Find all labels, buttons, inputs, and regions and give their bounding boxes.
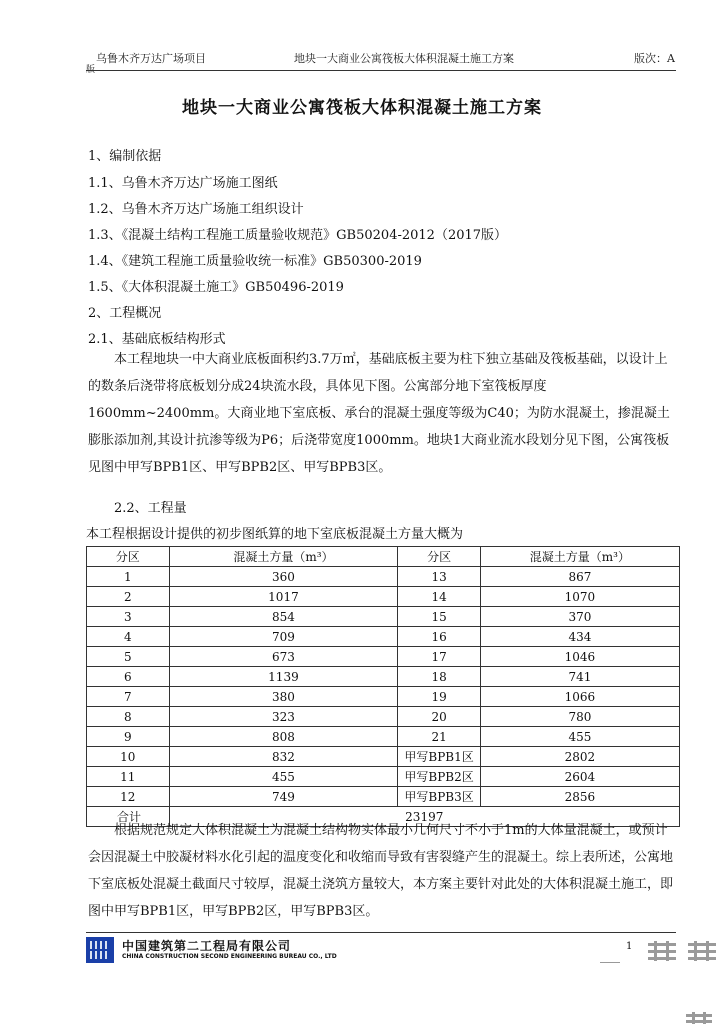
table-cell: 12	[87, 787, 170, 807]
table-cell: 5	[87, 647, 170, 667]
company-name-cn: 中国建筑第二工程局有限公司	[122, 939, 292, 953]
header-doc-title: 地块一大商业公寓筏板大体积混凝土施工方案	[294, 52, 514, 65]
table-cell: 434	[480, 627, 679, 647]
document-title: 地块一大商业公寓筏板大体积混凝土施工方案	[182, 98, 542, 118]
table-cell: 8	[87, 707, 170, 727]
table-row	[87, 707, 680, 727]
table-cell: 455	[480, 727, 679, 747]
table-total-value: 23197	[169, 807, 679, 827]
subsection-heading: 2.2、工程量	[114, 501, 187, 516]
section-heading: 2、工程概况	[88, 306, 162, 321]
table-cell: 甲写BPB2区	[398, 767, 480, 787]
footer-rule	[86, 932, 676, 933]
paragraph	[88, 346, 678, 481]
table-cell: 867	[480, 567, 679, 587]
table-cell: 9	[87, 727, 170, 747]
paragraph-text: 根据规范规定大体积混凝土为混凝土结构物实体最小几何尺寸不小于1m的大体量混凝土，或预计会因混凝土中胶凝材料水化引起的温度变化和收缩而导致有害裂缝产生的混凝土。综上表所述，公寓地下室底板处混凝土截面尺寸较厚，混凝土浇筑方量较大，本方案主要针对此处的大体积混凝土施工，即图中甲写BPB1区，甲写BPB2区，甲写BPB3区。	[88, 823, 674, 919]
table-cell: 741	[480, 667, 679, 687]
table-header-cell: 混凝土方量（m³）	[169, 547, 398, 567]
table-cell: 2802	[480, 747, 679, 767]
table-row	[87, 587, 680, 607]
table-cell: 甲写BPB3区	[398, 787, 480, 807]
table-row	[87, 647, 680, 667]
table-cell: 1	[87, 567, 170, 587]
table-cell: 3	[87, 607, 170, 627]
table-cell: 854	[169, 607, 398, 627]
table-cell: 21	[398, 727, 480, 747]
table-cell: 370	[480, 607, 679, 627]
table-cell: 16	[398, 627, 480, 647]
table-cell: 1046	[480, 647, 679, 667]
table-cell: 17	[398, 647, 480, 667]
table-cell: 380	[169, 687, 398, 707]
table-row	[87, 607, 680, 627]
paragraph: 本工程根据设计提供的初步图纸算的地下室底板混凝土方量大概为	[86, 527, 464, 542]
decorative-pattern	[684, 1010, 714, 1024]
page-number: 1	[626, 941, 633, 952]
table-cell: 360	[169, 567, 398, 587]
list-item: 1.2、乌鲁木齐万达广场施工组织设计	[88, 202, 304, 217]
table-cell: 673	[169, 647, 398, 667]
section-heading: 1、编制依据	[88, 149, 162, 164]
list-item: 1.1、乌鲁木齐万达广场施工图纸	[88, 176, 278, 191]
table-row	[87, 567, 680, 587]
subsection-heading: 2.1、基础底板结构形式	[88, 332, 226, 347]
table-cell: 甲写BPB1区	[398, 747, 480, 767]
table-cell: 4	[87, 627, 170, 647]
concrete-volume-table	[86, 546, 680, 827]
table-cell: 20	[398, 707, 480, 727]
table-header-cell: 分区	[87, 547, 170, 567]
table-cell: 749	[169, 787, 398, 807]
table-cell: 780	[480, 707, 679, 727]
table-cell: 13	[398, 567, 480, 587]
table-cell: 19	[398, 687, 480, 707]
header-rule	[86, 70, 676, 71]
footer-dash	[600, 962, 620, 963]
company-logo	[86, 937, 114, 963]
table-row	[87, 687, 680, 707]
table-header-row	[87, 547, 680, 567]
company-name-en: CHINA CONSTRUCTION SECOND ENGINEERING BUREAU CO., LTD	[122, 953, 337, 960]
table-cell: 1139	[169, 667, 398, 687]
table-row	[87, 787, 680, 807]
table-header-cell: 混凝土方量（m³）	[480, 547, 679, 567]
header-version: 版次：A	[634, 52, 675, 65]
table-cell: 1066	[480, 687, 679, 707]
table-cell: 6	[87, 667, 170, 687]
paragraph-text: 本工程地块一中大商业底板面积约3.7万㎡，基础底板主要为柱下独立基础及筏板基础，以设计上的数条后浇带将底板划分成24块流水段，具体见下图。公寓部分地下室筏板厚度1600mm~2400mm。大商业地下室底板、承台的混凝土强度等级为C40；为防水混凝土，掺混凝土膨胀添加剂,其设计抗渗等级为P6；后浇带宽度1000mm。地块1大商业流水段划分见下图，公寓筏板见图中甲写BPB1区、甲写BPB2区、甲写BPB3区。	[88, 352, 670, 475]
table-cell: 2856	[480, 787, 679, 807]
table-total-label: 合计	[87, 807, 170, 827]
table-cell: 7	[87, 687, 170, 707]
table-cell: 18	[398, 667, 480, 687]
table-cell: 709	[169, 627, 398, 647]
header-project-tail: 版	[86, 65, 96, 75]
table-cell: 1070	[480, 587, 679, 607]
decorative-pattern	[646, 940, 720, 962]
list-item: 1.4、《建筑工程施工质量验收统一标准》GB50300-2019	[88, 254, 422, 269]
list-item: 1.5、《大体积混凝土施工》GB50496-2019	[88, 280, 344, 295]
paragraph	[88, 817, 678, 925]
table-cell: 11	[87, 767, 170, 787]
table-cell: 808	[169, 727, 398, 747]
table-cell: 14	[398, 587, 480, 607]
table-cell: 1017	[169, 587, 398, 607]
table-cell: 15	[398, 607, 480, 627]
table-row	[87, 767, 680, 787]
table-cell: 2	[87, 587, 170, 607]
table-header-cell: 分区	[398, 547, 480, 567]
table-cell: 10	[87, 747, 170, 767]
table-cell: 455	[169, 767, 398, 787]
table-row	[87, 747, 680, 767]
list-item: 1.3、《混凝土结构工程施工质量验收规范》GB50204-2012（2017版）	[88, 228, 508, 243]
header-project: 乌鲁木齐万达广场项目	[96, 52, 206, 65]
table-cell: 2604	[480, 767, 679, 787]
table-row	[87, 627, 680, 647]
table-row	[87, 667, 680, 687]
table-row	[87, 727, 680, 747]
table-cell: 832	[169, 747, 398, 767]
table-cell: 323	[169, 707, 398, 727]
